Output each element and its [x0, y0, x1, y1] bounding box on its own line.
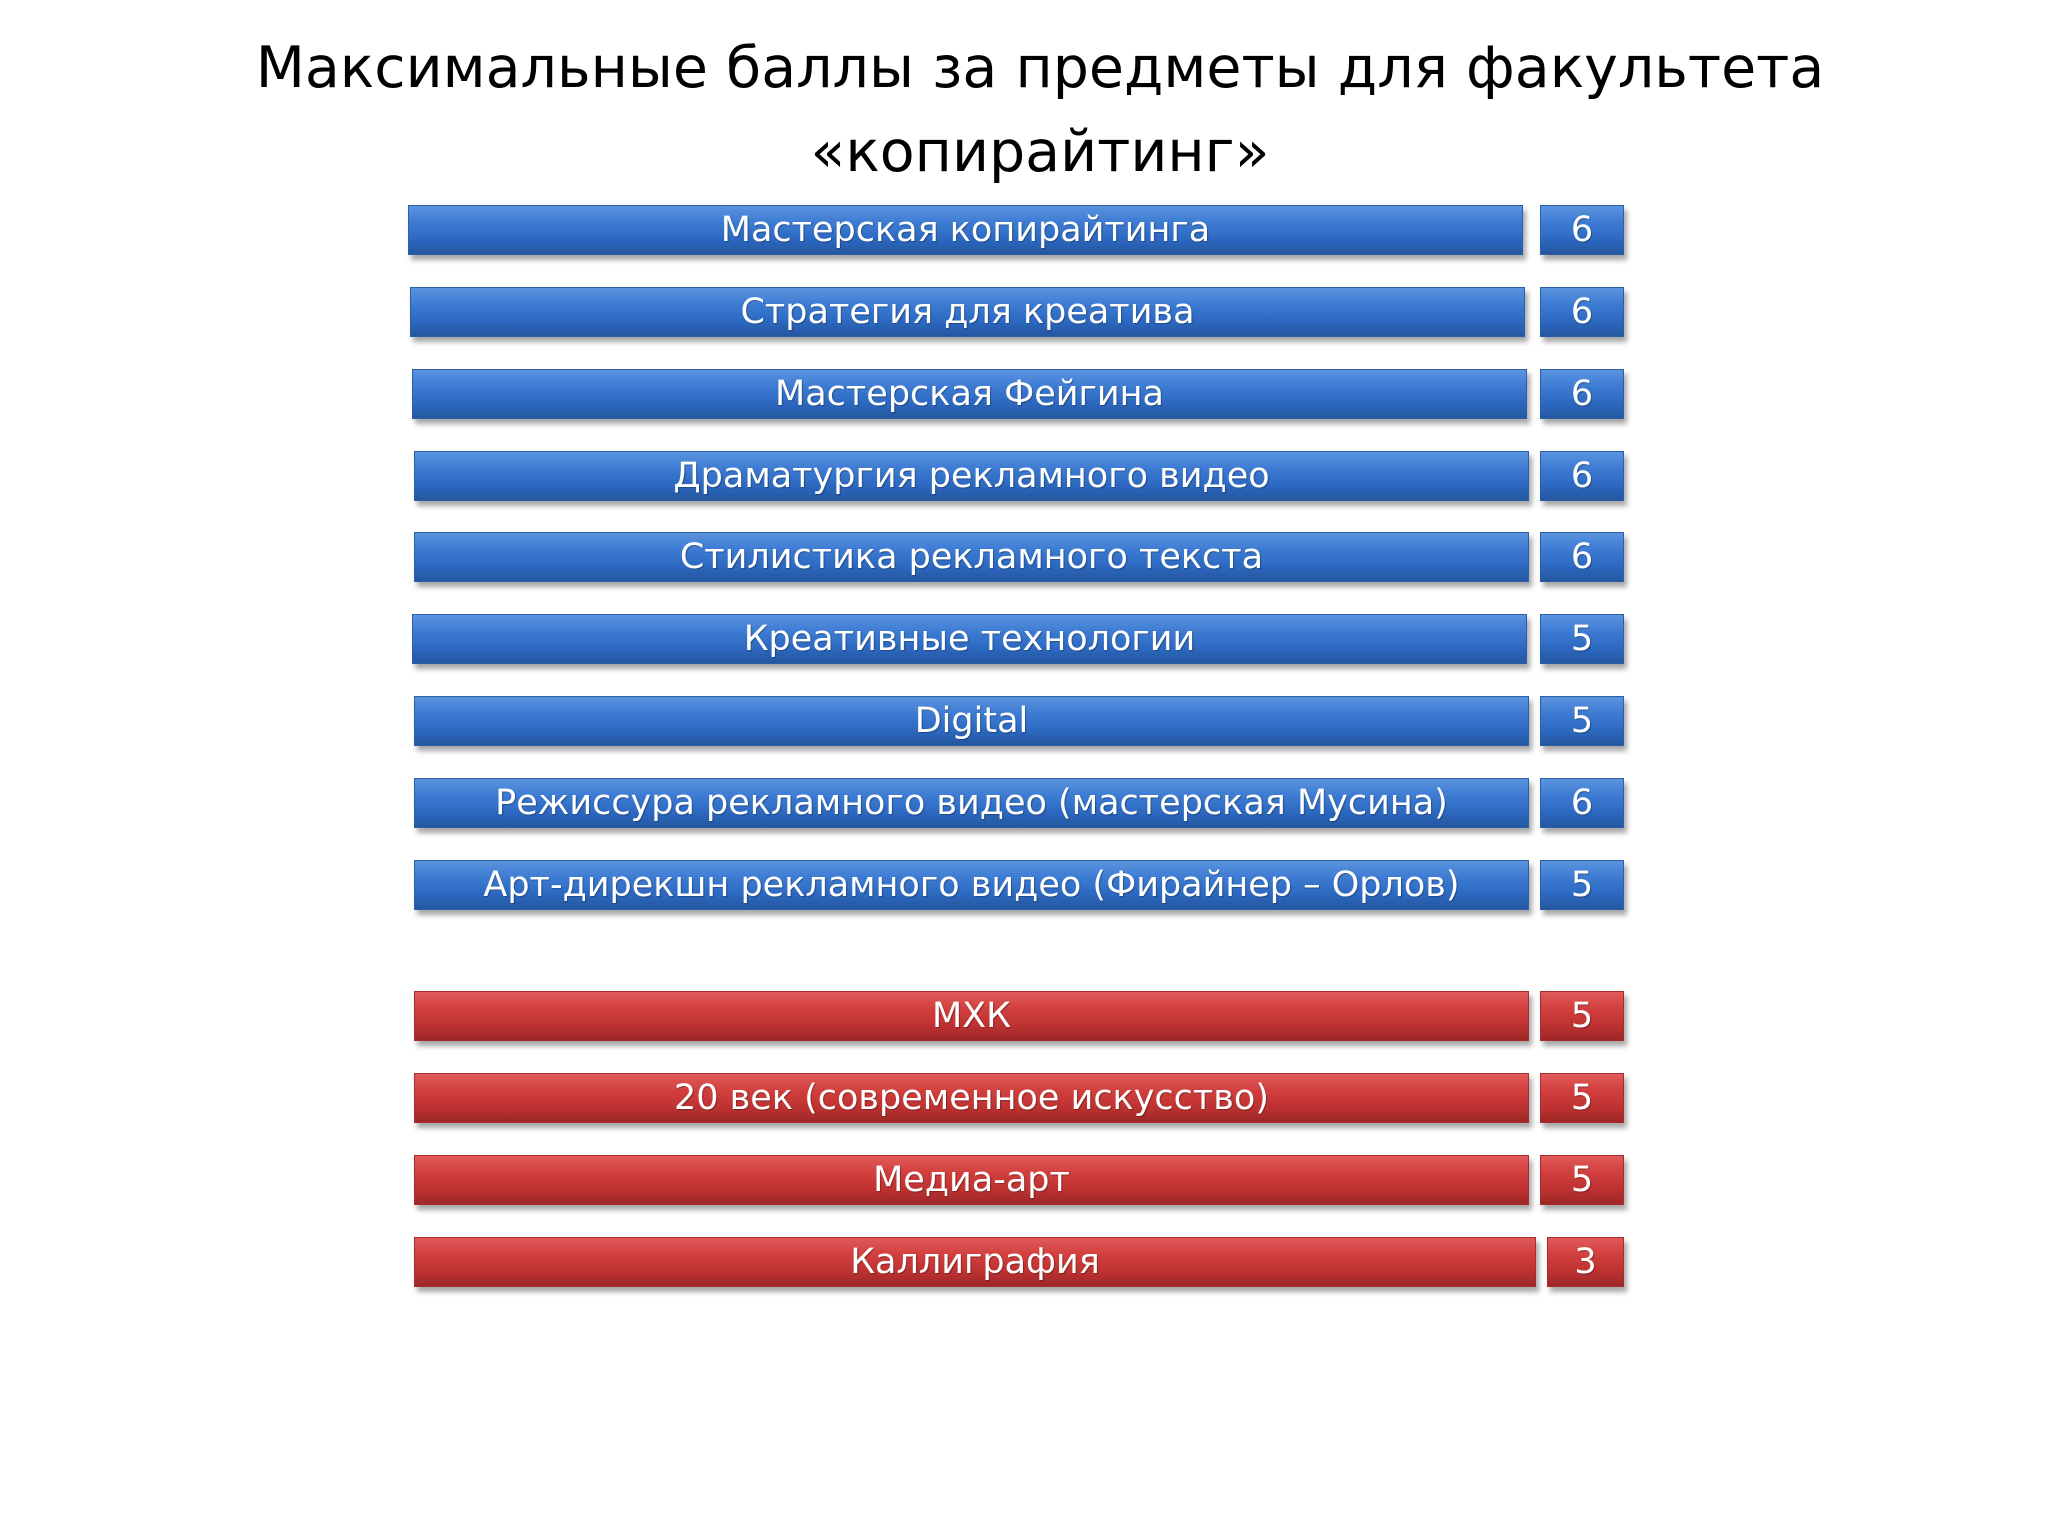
- subject-name: Стратегия для креатива: [740, 292, 1195, 332]
- subject-bar: [412, 369, 1527, 419]
- subject-name: Digital: [914, 701, 1029, 741]
- subject-bar: [410, 287, 1525, 337]
- score-box: [1540, 205, 1624, 255]
- subject-bar: [414, 1155, 1529, 1205]
- score-value: 6: [1570, 210, 1594, 250]
- subject-row: [414, 1073, 1634, 1123]
- subject-bar: [414, 532, 1529, 582]
- score-box: [1547, 1237, 1624, 1287]
- subject-row: [414, 532, 1634, 582]
- subject-name: Медиа-арт: [873, 1160, 1070, 1200]
- score-box: [1540, 778, 1624, 828]
- score-box: [1540, 532, 1624, 582]
- score-value: 6: [1570, 456, 1594, 496]
- subject-name: Драматургия рекламного видео: [673, 456, 1270, 496]
- subject-name: МХК: [931, 996, 1012, 1036]
- subject-bar: [414, 1073, 1529, 1123]
- score-value: 5: [1570, 619, 1594, 659]
- slide-title: Максимальные баллы за предметы для факультета «копирайтинг»: [255, 35, 1825, 185]
- score-value: 3: [1574, 1242, 1597, 1282]
- subject-row: [414, 991, 1634, 1041]
- subject-row: [408, 205, 1628, 255]
- subject-row: [414, 1237, 1634, 1287]
- score-value: 6: [1570, 537, 1594, 577]
- score-value: 5: [1570, 865, 1594, 905]
- subject-row: [414, 860, 1634, 910]
- subject-row: [410, 287, 1630, 337]
- subject-row: [414, 696, 1634, 746]
- subject-name: Креативные технологии: [743, 619, 1196, 659]
- score-value: 5: [1570, 1078, 1594, 1118]
- subject-name: 20 век (современное искусство): [674, 1078, 1269, 1118]
- score-value: 6: [1570, 292, 1594, 332]
- subject-bar: [414, 696, 1529, 746]
- subject-row: [412, 369, 1632, 419]
- score-box: [1540, 860, 1624, 910]
- score-box: [1540, 696, 1624, 746]
- score-box: [1540, 287, 1624, 337]
- subject-name: Арт-дирекшн рекламного видео (Фирайнер – Орлов): [483, 865, 1460, 905]
- subject-name: Мастерская копирайтинга: [720, 210, 1211, 250]
- subject-bar: [414, 451, 1529, 501]
- score-box: [1540, 369, 1624, 419]
- subject-bar: [414, 860, 1529, 910]
- score-box: [1540, 991, 1624, 1041]
- subject-bar: [414, 991, 1529, 1041]
- subject-name: Мастерская Фейгина: [775, 374, 1164, 414]
- score-box: [1540, 1073, 1624, 1123]
- subject-bar: [414, 1237, 1536, 1287]
- score-box: [1540, 614, 1624, 664]
- subject-name: Режиссура рекламного видео (мастерская Мусина): [495, 783, 1448, 823]
- score-value: 5: [1570, 1160, 1594, 1200]
- subject-bar: [408, 205, 1523, 255]
- subject-row: [414, 1155, 1634, 1205]
- score-box: [1540, 451, 1624, 501]
- subject-row: [412, 614, 1632, 664]
- subject-bar: [412, 614, 1527, 664]
- score-value: 5: [1570, 701, 1594, 741]
- subject-row: [414, 451, 1634, 501]
- score-value: 5: [1570, 996, 1594, 1036]
- subject-name: Каллиграфия: [850, 1242, 1100, 1282]
- score-value: 6: [1570, 783, 1594, 823]
- subject-bar: [414, 778, 1529, 828]
- score-value: 6: [1570, 374, 1594, 414]
- subject-row: [414, 778, 1634, 828]
- subject-name: Стилистика рекламного текста: [679, 537, 1264, 577]
- score-box: [1540, 1155, 1624, 1205]
